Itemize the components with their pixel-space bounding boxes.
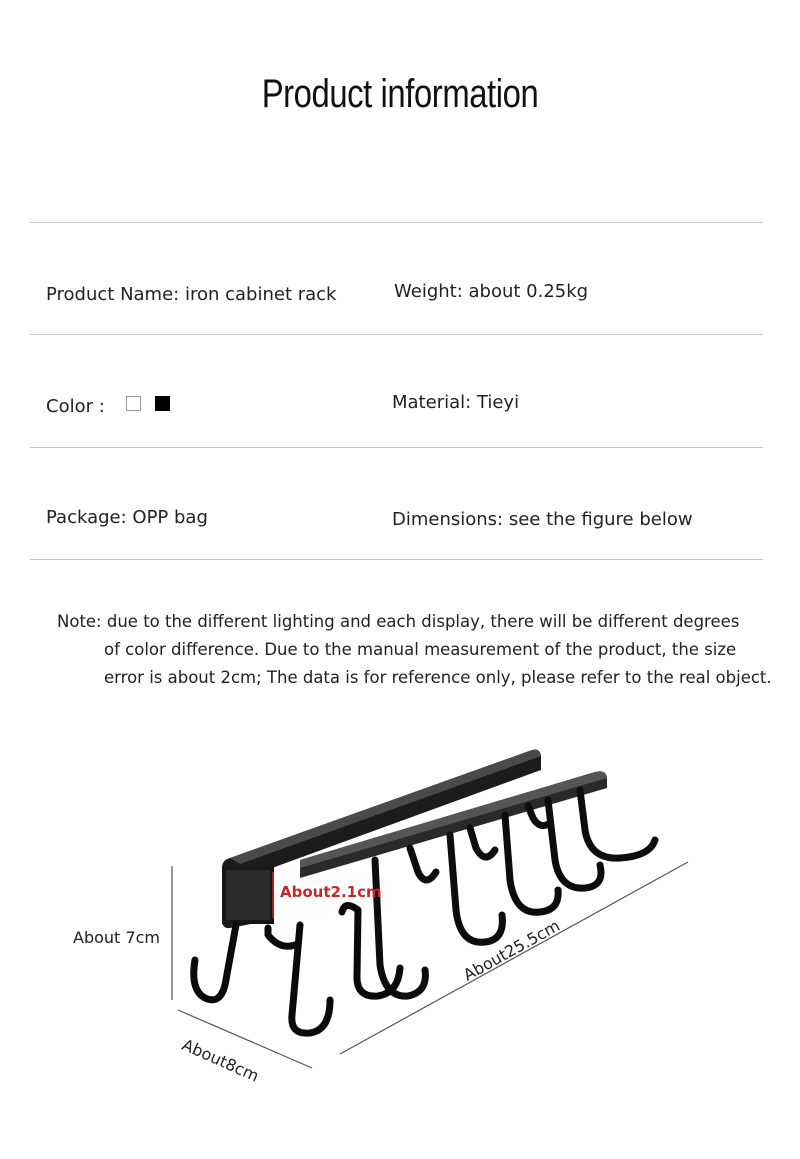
note-line-2: of color difference. Due to the manual measurement of the product, the size [104,640,737,659]
divider [30,334,763,335]
divider [30,559,763,560]
note-text [57,608,777,692]
color-swatch-black [155,396,170,411]
package: Package: OPP bag [46,507,208,528]
note-line-1: Note: due to the different lighting and each display, there will be different degrees [57,612,740,631]
weight: Weight: about 0.25kg [394,281,589,302]
divider [30,447,763,448]
height-label: About 7cm [73,928,160,947]
divider [30,222,763,223]
dimensions: Dimensions: see the figure below [392,509,693,530]
thickness-label: About2.1cm [280,883,382,901]
product-name: Product Name: iron cabinet rack [46,284,337,305]
page-title: Product information [261,72,539,116]
note-line-3: error is about 2cm; The data is for reference only, please refer to the real object. [104,668,772,687]
color-swatch-white [126,396,141,411]
color-label: Color : [46,396,105,417]
material: Material: Tieyi [392,392,520,413]
width-label: About8cm [179,1035,262,1086]
back-hooks [375,790,655,996]
length-label: About25.5cm [460,915,564,985]
